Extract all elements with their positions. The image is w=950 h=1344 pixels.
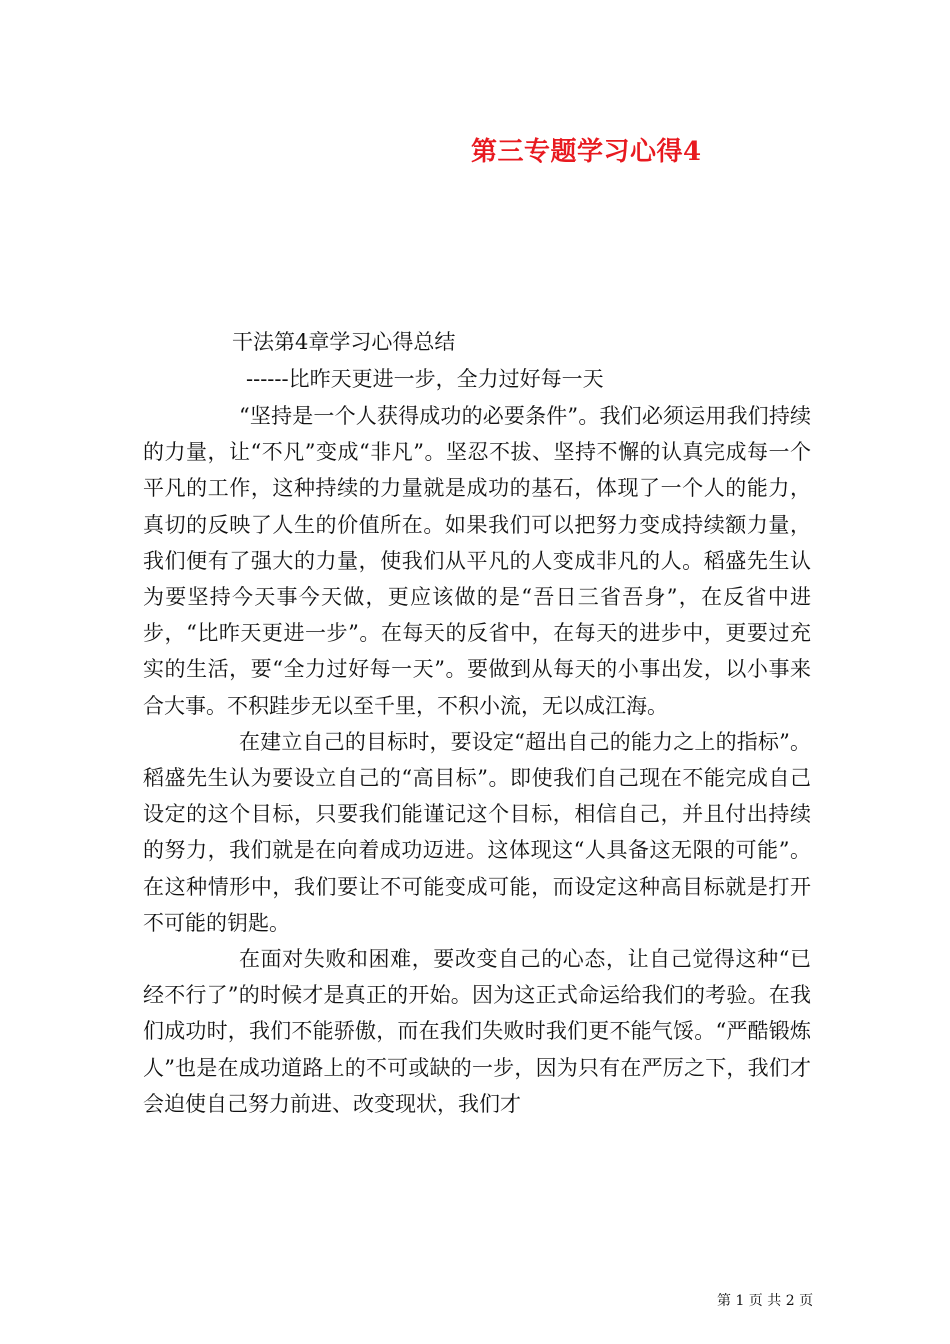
- body-paragraph-1: “坚持是一个人获得成功的必要条件”。我们必须运用我们持续的力量，让“不凡”变成“非凡”。坚忍不拔、坚持不懈的认真完成每一个平凡的工作，这种持续的力量就是成功的基石，体现了一个人的能力，真切的反映了人生的价值所在。如果我们可以把努力变成持续额力量，我们便有了强大的力量，使我们从平凡的人变成非凡的人。稻盛先生认为要坚持今天事今天做，更应该做的是“吾日三省吾身”，在反省中进步，“比昨天更进一步”。在每天的反省中，在每天的进步中，更要过充实的生活，要“全力过好每一天”。要做到从每天的小事出发，以小事来合大事。不积跬步无以至千里，不积小流，无以成江海。: [143, 404, 811, 718]
- page-footer: 第 1 页 共 2 页: [717, 1293, 814, 1309]
- body-paragraph-2: 在建立自己的目标时，要设定“超出自己的能力之上的指标”。稻盛先生认为要设立自己的“高目标”。即使我们自己现在不能完成自己设定的这个目标，只要我们能谨记这个目标，相信自己，并且付出持续的努力，我们就是在向着成功迈进。这体现这“人具备这无限的可能”。在这种情形中，我们要让不可能变成可能，而设定这种高目标就是打开不可能的钥匙。: [143, 729, 811, 935]
- document-tagline: ------比昨天更进一步，全力过好每一天: [246, 367, 604, 391]
- document-subtitle: 干法第4章学习心得总结: [232, 330, 456, 354]
- document-body: [143, 398, 811, 1122]
- document-title: 第三专题学习心得4: [471, 137, 702, 167]
- body-paragraph-3: 在面对失败和困难，要改变自己的心态，让自己觉得这种“已经不行了”的时候才是真正的开始。因为这正式命运给我们的考验。在我们成功时，我们不能骄傲，而在我们失败时我们更不能气馁。“严酷锻炼人”也是在成功道路上的不可或缺的一步，因为只有在严厉之下，我们才会迫使自己努力前进、改变现状，我们才: [143, 947, 811, 1116]
